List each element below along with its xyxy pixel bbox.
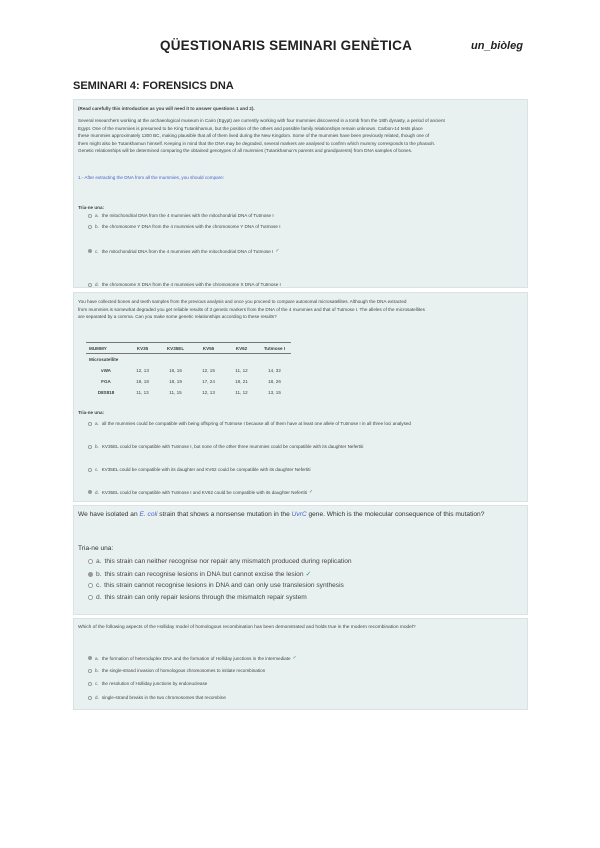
q1-intro-heading: (Read carefully this introduction as you will need it to answer questions 1 and 2). <box>78 106 255 111</box>
radio-icon[interactable] <box>88 490 92 494</box>
option-letter: b. <box>95 224 99 229</box>
table-row <box>86 365 291 376</box>
option-text: this strain can recognise lesions in DNA but cannot excise the lesion <box>104 570 304 578</box>
q1-option-a[interactable] <box>88 213 520 218</box>
q3-prompt-gene: UvrC <box>291 511 307 518</box>
q1-intro-line: Several researchers working at the archaeological museum in Cairo (Egypt) are currently working with four mummies discovered in a tomb from the 18th dynasty, a period of ancient <box>78 118 445 123</box>
option-text: KV35EL could be compatible with its daughter and KV62 could be compatible with its daughter Nefertiti <box>101 467 311 472</box>
table-header: Tutmose I <box>258 343 291 354</box>
table-cell: 12, 13 <box>202 389 215 395</box>
radio-icon[interactable] <box>88 559 93 564</box>
option-text: this strain cannot recognise lesions in DNA and can only use translesion synthesis <box>104 582 344 589</box>
page-header <box>0 38 600 58</box>
table-cell: 13, 15 <box>268 389 281 395</box>
radio-icon[interactable] <box>88 572 93 577</box>
q1-option-b[interactable] <box>88 224 520 229</box>
table-cell: 18, 26 <box>268 378 281 384</box>
table-cell: 11, 15 <box>169 389 182 395</box>
radio-icon[interactable] <box>88 656 92 660</box>
option-letter: c. <box>95 248 99 254</box>
radio-icon[interactable] <box>88 682 92 686</box>
question-3-card <box>73 505 528 615</box>
table-cell: 16, 16 <box>169 367 182 373</box>
q3-prompt-text: We have isolated an <box>78 511 140 518</box>
option-letter: c. <box>96 582 102 589</box>
table-header: KV62 <box>225 343 258 354</box>
q3-prompt <box>78 510 484 520</box>
q3-prompt-text: gene. Which is the molecular consequence of this mutation? <box>306 511 485 518</box>
option-letter: c. <box>95 467 99 472</box>
table-header: KV35EL <box>159 343 192 354</box>
check-icon: ✓ <box>292 655 297 661</box>
q3-select-label: Tria-ne una: <box>78 545 114 552</box>
option-text: this strain can only repair lesions through the mismatch repair system <box>104 594 307 601</box>
question-2-card <box>73 292 528 502</box>
q1-option-d[interactable] <box>88 282 520 287</box>
q2-intro-line: You have collected bones and teeth samples from the previous analysis and once you proceed to compare autosomal microsatellites. Although the DNA extracted <box>78 299 407 304</box>
option-letter: a. <box>95 655 99 661</box>
radio-icon[interactable] <box>88 595 93 600</box>
option-letter: d. <box>96 594 102 601</box>
radio-icon[interactable] <box>88 249 92 253</box>
q1-prompt: 1.- After extracting the DNA from all the mummies, you should compare: <box>78 175 225 180</box>
radio-icon[interactable] <box>88 583 93 588</box>
option-text: the single-strand invasion of homologous chromosomes to initiate recombination <box>101 668 266 673</box>
q4-option-b[interactable] <box>88 668 520 673</box>
q3-prompt-text: strain that shows a nonsense mutation in the <box>157 511 292 518</box>
table-cell: 12, 13 <box>136 367 149 373</box>
table-row <box>86 354 291 365</box>
option-text: the mitochondrial DNA from the 4 mummies with the mitochondrial DNA of Tutmose I <box>101 248 274 254</box>
q3-option-c[interactable] <box>88 582 520 589</box>
q1-option-c[interactable] <box>88 248 520 254</box>
q1-intro-line: Genetic relationships will be determined comparing the obtained genotypes of all mummies (Tutankhamun's parents and grandparents) from DNA samples of bones. <box>78 148 413 154</box>
option-letter: c. <box>95 681 99 686</box>
table-cell: 12, 15 <box>202 367 215 373</box>
option-letter: b. <box>95 668 99 673</box>
table-header: KV55 <box>192 343 225 354</box>
table-row <box>86 387 291 398</box>
radio-icon[interactable] <box>88 214 92 218</box>
option-text: the chromosome Y DNA from the 4 mummies with the chromosome Y DNA of Tutmose I <box>101 224 281 229</box>
table-cell: 14, 32 <box>268 367 281 373</box>
table-cell: 11, 12 <box>235 367 248 373</box>
table-header-row <box>86 343 291 354</box>
table-cell: 11, 13 <box>136 389 149 395</box>
q2-option-d[interactable] <box>88 489 520 495</box>
radio-icon[interactable] <box>88 445 92 449</box>
check-icon: ✓ <box>305 571 312 578</box>
q1-intro-line: Egypt. One of the mummies is presumed to be King Tutankhamun, but the position of the others and possible family relationships remain unknown. Carbon-14 tests place <box>78 125 423 131</box>
document-title: QÜESTIONARIS SEMINARI GENÈTICA <box>160 38 413 53</box>
option-letter: a. <box>95 213 99 218</box>
q4-prompt: Which of the following aspects of the Holliday model of homologous recombination has been demonstrated and holds true in the modern recombination model? <box>78 625 416 630</box>
table-cell: 18, 18 <box>136 378 149 384</box>
option-text: single-strand breaks in the two chromosomes that recombine <box>101 695 226 700</box>
q3-option-b[interactable] <box>88 570 520 578</box>
table-cell: 18, 19 <box>169 378 182 384</box>
q2-option-c[interactable] <box>88 467 520 472</box>
brand-logo-text: un_biòleg <box>471 40 523 52</box>
table-cell: 17, 24 <box>202 378 215 384</box>
check-icon: ✓ <box>275 248 280 254</box>
q3-option-a[interactable] <box>88 558 520 565</box>
radio-icon[interactable] <box>88 225 92 229</box>
section-title: SEMINARI 4: FORENSICS DNA <box>73 80 234 92</box>
option-letter: b. <box>96 570 102 578</box>
option-letter: d. <box>95 695 99 700</box>
q4-option-a[interactable] <box>88 655 520 661</box>
q3-option-d[interactable] <box>88 594 520 601</box>
q2-option-a[interactable] <box>88 421 520 426</box>
option-text: the resolution of Holliday junctions by endonuclease <box>101 681 208 686</box>
option-text: the formation of heteroduplex DNA and the formation of Holliday junctions in the intermediate <box>101 655 291 661</box>
q2-intro-line: from mummies is somewhat degraded you get reliable results of 3 genetic markers from the DNA of the 4 mummies and that of Tutmose I. The alleles of the microsatellites <box>78 306 425 312</box>
table-row <box>86 376 291 387</box>
option-text: all the mummies could be compatible with being offspring of Tutmose I because all of them have at least one allele of Tutmose I in all three loci analysed <box>101 421 411 426</box>
q4-option-d[interactable] <box>88 695 520 700</box>
radio-icon[interactable] <box>88 669 92 673</box>
question-1-card <box>73 99 528 288</box>
q2-intro-line: are separated by a comma. Can you make some genetic relationships according to these results? <box>78 314 277 320</box>
q4-option-c[interactable] <box>88 681 520 686</box>
table-header: MUMMY <box>86 343 126 354</box>
table-marker: FGA <box>101 378 111 384</box>
option-letter: d. <box>95 489 99 495</box>
q1-intro-line: these mummies approximately 1300 BC, making plausible that all of them lived during the New Kingdom. Some of the mummies have been previously related, though one of <box>78 133 430 139</box>
option-text: KV35EL could be compatible with Tutmose I and KV62 could be compatible with its daughter Nefertiti <box>101 489 307 495</box>
option-letter: b. <box>95 444 99 449</box>
option-letter: a. <box>95 421 99 426</box>
table-marker: vWA <box>101 367 111 373</box>
option-text: the chromosome X DNA from the 4 mummies with the chromosome X DNA of Tutmose I <box>101 282 281 287</box>
question-4-card <box>73 618 528 710</box>
q1-select-label: Tria-ne una: <box>78 205 105 210</box>
radio-icon[interactable] <box>88 468 92 472</box>
check-icon: ✓ <box>308 489 314 495</box>
table-cell: 11, 12 <box>235 389 248 395</box>
radio-icon[interactable] <box>88 283 92 287</box>
table-header: KV35 <box>126 343 159 354</box>
option-text: this strain can neither recognise nor repair any mismatch produced during replication <box>104 558 352 565</box>
option-letter: a. <box>96 558 102 565</box>
option-text: the mitochondrial DNA from the 4 mummies with the mitochondrial DNA of Tutmose I <box>101 213 274 218</box>
q1-intro-line: them might also be Tutankhamun himself. Keeping in mind that the DNA may be degraded, several markers are analysed to confirm which mummy corresponds to the pharaoh. <box>78 140 436 146</box>
option-letter: d. <box>95 282 99 287</box>
radio-icon[interactable] <box>88 696 92 700</box>
table-group-label: Microsatellite <box>89 356 119 362</box>
option-text: KV35EL could be compatible with Tutmose I, but none of the other three mummies could be compatible with its daughter Nefertiti <box>101 444 364 449</box>
q2-option-b[interactable] <box>88 444 520 449</box>
microsatellite-table <box>86 342 291 398</box>
q3-prompt-organism: E. coli <box>139 511 158 518</box>
table-cell: 18, 21 <box>235 378 248 384</box>
q2-select-label: Tria-ne una: <box>78 410 105 415</box>
radio-icon[interactable] <box>88 422 92 426</box>
table-marker: D8S818 <box>97 389 115 395</box>
